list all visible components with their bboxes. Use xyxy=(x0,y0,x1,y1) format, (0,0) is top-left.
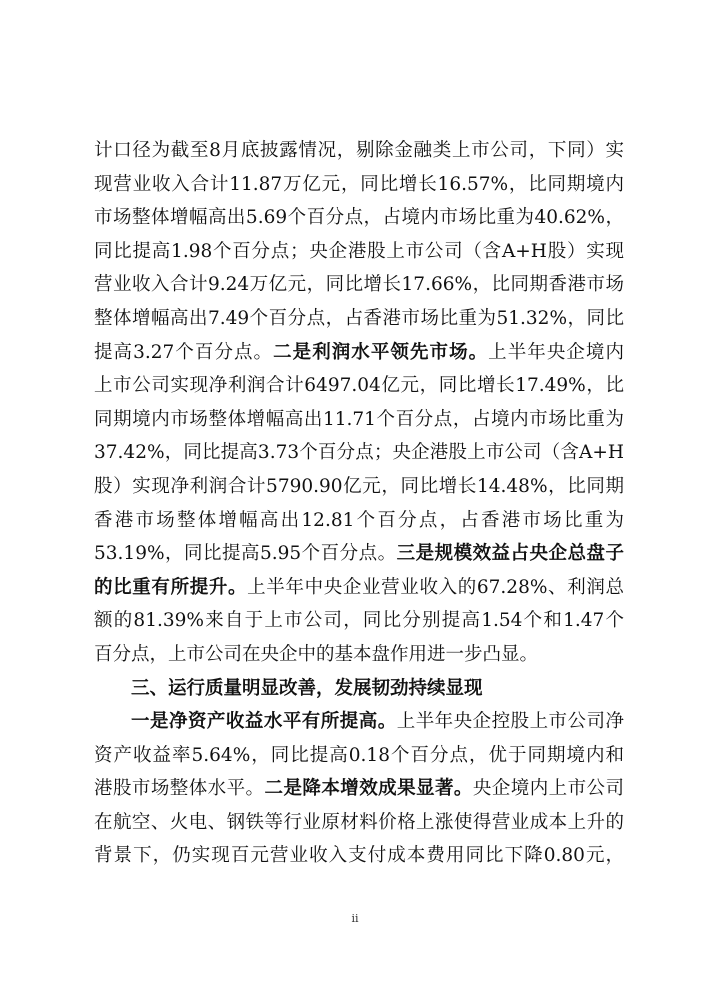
text-line xyxy=(94,537,624,571)
text-line: 37.42%，同比提高3.73个百分点；央企港股上市公司（含A+H xyxy=(94,442,624,464)
text-line: 股）实现净利润合计5790.90亿元，同比增长14.48%，比同期 xyxy=(94,475,624,497)
text-line: 香港市场整体增幅高出12.81个百分点，占香港市场比重为 xyxy=(94,509,624,531)
text-line: 整体增幅高出7.49个百分点，占香港市场比重为51.32%，同比 xyxy=(94,307,624,329)
bold-lead-phrase: 三是规模效益占央企总盘子 xyxy=(396,543,624,565)
bold-lead-phrase: 的比重有所提升。 xyxy=(94,576,248,598)
text-line: 现营业收入合计11.87万亿元，同比增长16.57%，比同期境内 xyxy=(94,173,624,195)
text-line: 同比提高1.98个百分点；央企港股上市公司（含A+H股）实现 xyxy=(94,240,624,262)
bold-lead-phrase: 一是净资产收益水平有所提高。 xyxy=(131,711,397,733)
text-run: 上半年央企控股上市公司净 xyxy=(396,711,624,733)
section-heading: 三、运行质量明显改善，发展韧劲持续显现 xyxy=(131,677,483,699)
text-line: 同期境内市场整体增幅高出11.71个百分点，占境内市场比重为 xyxy=(94,408,624,430)
text-run: 上半年中央企业营业收入的67.28%、利润总 xyxy=(247,576,624,598)
text-line: 百分点，上市公司在央企中的基本盘作用进一步凸显。 xyxy=(94,643,539,665)
page-number: ii xyxy=(351,912,359,925)
paragraph xyxy=(94,134,624,672)
bold-lead-phrase: 二是利润水平领先市场。 xyxy=(273,341,489,363)
text-run: 上半年央企境内 xyxy=(488,341,624,363)
text-line xyxy=(94,571,624,605)
text-line: 在航空、火电、钢铁等行业原材料价格上涨使得营业成本上升的 xyxy=(94,811,624,833)
text-run: 港股市场整体水平。 xyxy=(94,778,265,800)
text-run: 提高3.27个百分点。 xyxy=(94,341,274,363)
text-line: 营业收入合计9.24万亿元，同比增长17.66%，比同期香港市场 xyxy=(94,274,624,296)
bold-lead-phrase: 二是降本增效成果显著。 xyxy=(264,778,473,800)
text-run: 央企境内上市公司 xyxy=(472,778,624,800)
text-line xyxy=(94,705,624,739)
paragraph xyxy=(94,705,624,873)
text-line: 上市公司实现净利润合计6497.04亿元，同比增长17.49%，比 xyxy=(94,375,624,397)
text-line: 背景下，仍实现百元营业收入支付成本费用同比下降0.80元， xyxy=(94,845,624,867)
text-line: 资产收益率5.64%，同比提高0.18个百分点，优于同期境内和 xyxy=(94,744,624,766)
text-line: 计口径为截至8月底披露情况，剔除金融类上市公司，下同）实 xyxy=(94,140,624,161)
document-body xyxy=(94,134,624,873)
text-line xyxy=(94,336,624,370)
text-line: 市场整体增幅高出5.69个百分点，占境内市场比重为40.62%， xyxy=(94,207,624,229)
text-line: 额的81.39%来自于上市公司，同比分别提高1.54个和1.47个 xyxy=(94,610,624,632)
text-line xyxy=(94,772,624,806)
text-run: 53.19%，同比提高5.95个百分点。 xyxy=(94,543,397,565)
